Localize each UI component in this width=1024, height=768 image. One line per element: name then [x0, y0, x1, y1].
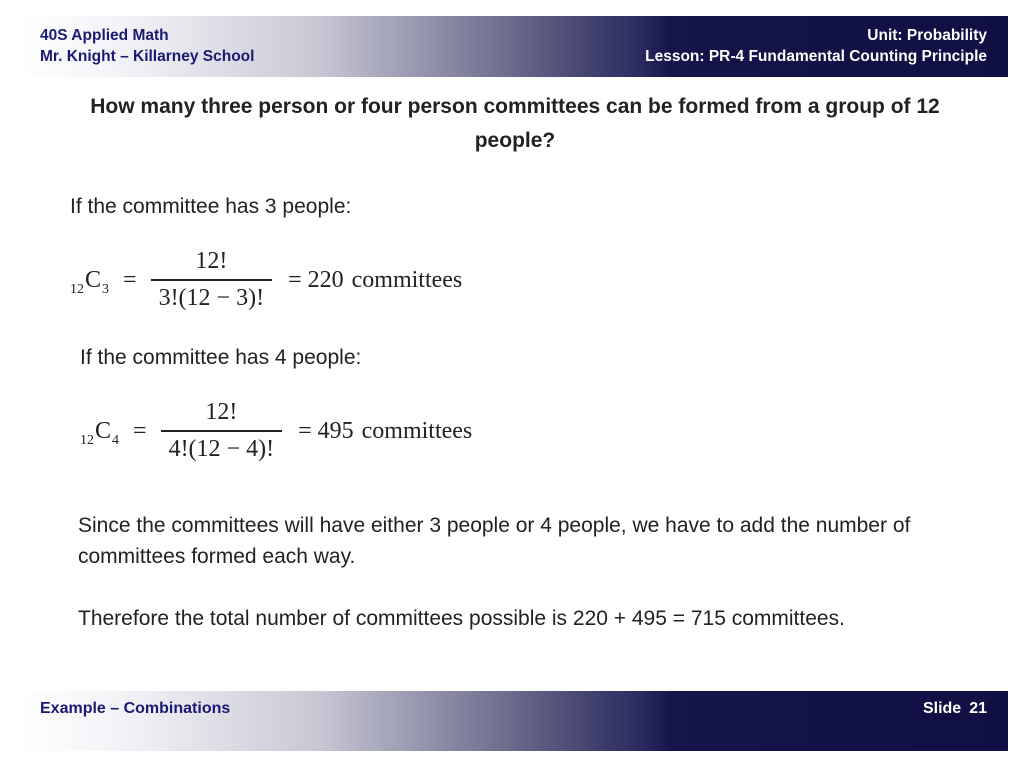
footer-band [16, 691, 1008, 751]
conclusion-text: Therefore the total number of committees possible is 220 + 495 = 715 committees. [78, 607, 845, 630]
fraction-numerator: 12! [205, 399, 238, 425]
combination-c: C [85, 266, 102, 293]
fraction [161, 399, 283, 463]
r-subscript: 3 [102, 281, 110, 297]
fraction-numerator: 12! [195, 248, 228, 274]
slide-number-area [923, 700, 987, 718]
course-title: 40S Applied Math [40, 27, 169, 44]
case4-formula [80, 399, 472, 463]
teacher-name: Mr. Knight – Killarney School [40, 48, 255, 65]
result [288, 267, 462, 294]
fraction-denominator: 3!(12 − 3)! [158, 285, 265, 311]
result-unit: committees [361, 417, 473, 444]
unit-title: Unit: Probability [867, 27, 987, 44]
combination-symbol [70, 266, 110, 297]
slide-number: 21 [969, 700, 987, 717]
equals-sign: = [123, 266, 137, 293]
footer-topic: Example – Combinations [40, 700, 231, 717]
result-value: = 495 [298, 417, 354, 444]
r-subscript: 4 [112, 432, 120, 448]
combination-c: C [95, 417, 112, 444]
fraction [151, 248, 273, 312]
n-subscript: 12 [70, 281, 84, 297]
question-text: How many three person or four person committees can be formed from a group of 12 people? [90, 95, 940, 152]
result-unit: committees [351, 266, 463, 293]
slide-label: Slide [922, 700, 962, 717]
fraction-denominator: 4!(12 − 4)! [168, 436, 275, 462]
equals-sign: = [133, 417, 147, 444]
explanation-text: Since the committees will have either 3 people or 4 people, we have to add the number of committees formed each way. [78, 514, 911, 568]
result [298, 418, 472, 445]
combination-symbol [80, 417, 120, 448]
result-value: = 220 [288, 266, 344, 293]
case3-label: If the committee has 3 people: [70, 195, 352, 218]
case3-formula [70, 248, 462, 312]
case4-label: If the committee has 4 people: [80, 346, 362, 369]
lesson-title: Lesson: PR-4 Fundamental Counting Principle [645, 48, 987, 65]
n-subscript: 12 [80, 432, 94, 448]
